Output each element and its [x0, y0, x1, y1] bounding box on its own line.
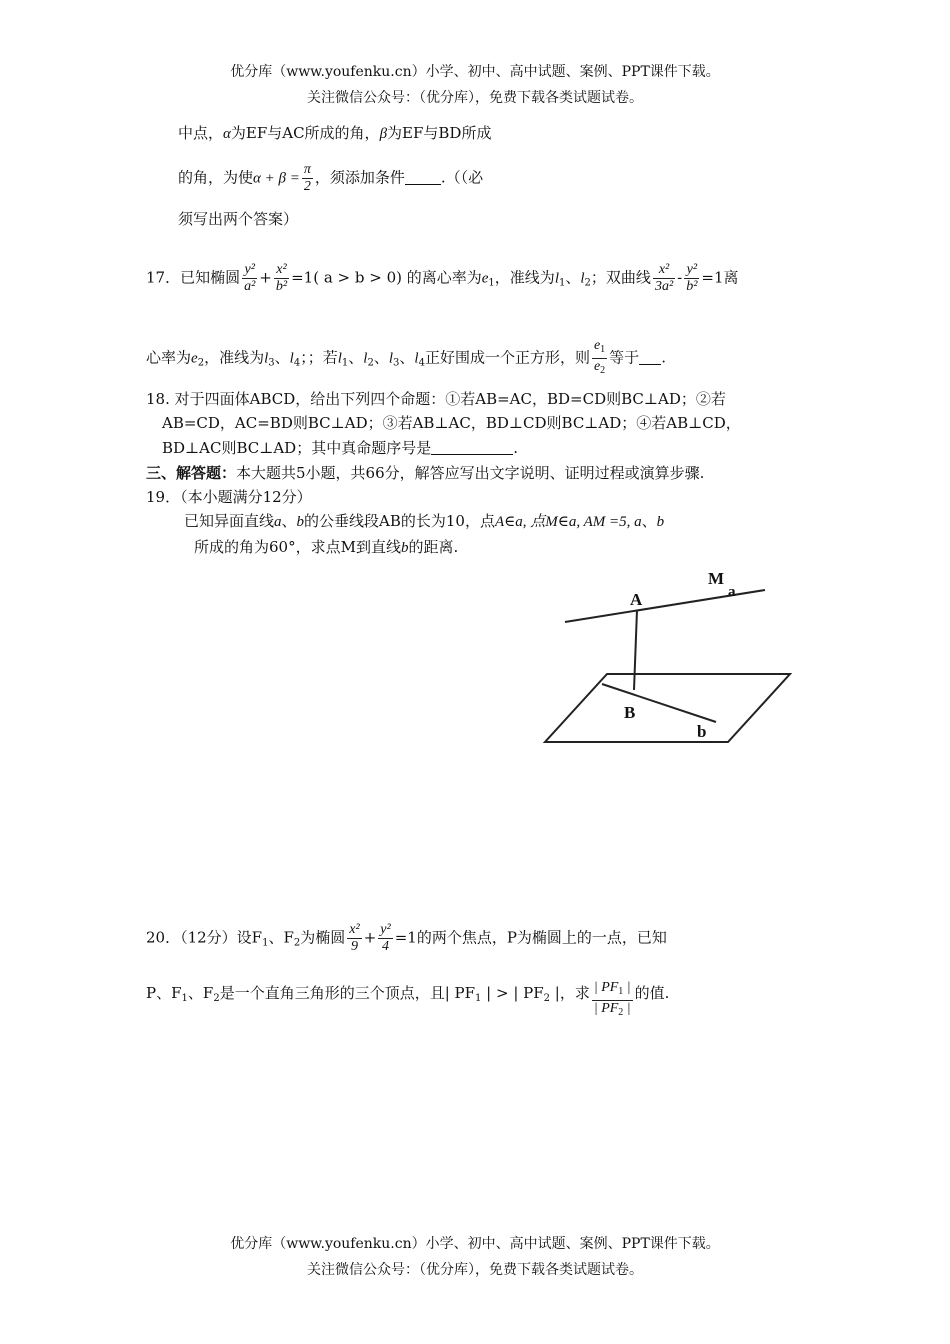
q17-text: 正好围成一个正方形，则 — [424, 348, 590, 367]
answer-blank — [639, 350, 661, 365]
x2-over-3a2: $\frac{\text{x²}}{\text{3a²}}$ — [654, 262, 674, 294]
eq-one: =1 — [291, 268, 314, 287]
label-B: B — [624, 703, 636, 722]
plane — [545, 674, 790, 742]
q16-text: 的角，为使 — [178, 168, 254, 187]
q18-line-2: AB=CD，AC=BD则BC⊥AD；③若AB⊥AC，BD⊥CD则BC⊥AD；④若AB⊥CD， — [162, 414, 741, 432]
q17-text: 等于 — [609, 348, 640, 367]
footer-line-1: 优分库（www.youfenku.cn）小学、初中、高中试题、案例、PPT课件下载。 — [230, 1236, 720, 1252]
q17-text: 17．已知椭圆 — [146, 268, 241, 287]
beta-symbol: β — [379, 126, 388, 142]
label-b: b — [697, 722, 707, 741]
q16-line-3: 须写出两个答案） — [178, 210, 299, 228]
q17-text: ，准线为 — [494, 268, 555, 287]
line-b — [602, 684, 716, 722]
q18-line-1: 18. 对于四面体ABCD，给出下列四个命题：①若AB=AC，BD=CD则BC⊥AD；②若 — [146, 390, 726, 408]
q19-line-1: 已知异面直线a、b的公垂线段AB的长为10，点A∈a, 点M∈a, AM =5, a、b — [184, 512, 665, 530]
answer-blank — [431, 440, 513, 455]
y2-over-a2: $\frac{\text{y²}}{\text{a²}}$ — [244, 262, 256, 294]
alpha-beta-expr: α + β = — [253, 170, 300, 187]
q16-text: 中点， — [178, 124, 224, 142]
q17-line-1: 17．已知椭圆 $\frac{\text{y²}}{\text{a²}}$ + $\frac{\text{x²}}{\text{b²}}$ =1( a > b > 0) 的离心率为$e_1$，准线为$l_1$、$l_2$；双曲线 $\frac{\text{x²}}{\text{3a²}}$ - $\frac{\text{y²}}{\text{b²}}$ =1离 — [146, 262, 739, 294]
header-line-1: 优分库（www.youfenku.cn）小学、初中、高中试题、案例、PPT课件下载。 — [230, 64, 720, 80]
q17-cond: ( a > b > 0) 的离心率为 — [313, 268, 482, 287]
q16-line-1 — [178, 122, 491, 145]
q20-line-2: P、$F_1$、$F_2$是一个直角三角形的三个顶点，且| $PF_1$ | > | $PF_2$ |，求 $\frac{| PF_1 |}{| PF_2 |}$ 的值. — [146, 980, 669, 1021]
answer-blank — [405, 170, 441, 185]
q18-line-3: BD⊥AC则BC⊥AD；其中真命题序号是 . — [162, 439, 518, 457]
label-A: A — [630, 590, 643, 609]
q19-line-2: 所成的角为60°，求点M到直线b的距离. — [194, 538, 459, 556]
skew-lines-figure — [530, 560, 810, 750]
q16-text: .（（必 — [440, 168, 484, 187]
q17-text: ；双曲线 — [590, 268, 651, 287]
q16-line-2 — [178, 162, 483, 195]
q16-text: ，须添加条件 — [314, 168, 405, 187]
q19-condition: A∈a, 点M∈a, AM =5, a — [494, 514, 642, 530]
pf1-over-pf2: $\frac{| PF_1 |}{| PF_2 |}$ — [593, 980, 631, 1018]
label-a: a — [728, 584, 736, 600]
plus: + — [259, 268, 272, 287]
section-3-desc: 本大题共5小题，共66分，解答应写出文字说明、证明过程或演算步骤. — [236, 464, 705, 482]
q16-text: 为EF与BD所成 — [387, 124, 492, 142]
footer-line-2: 关注微信公众号：（优分库），免费下载各类试题试卷。 — [307, 1262, 643, 1278]
q17-line-2: 心率为$e_2$，准线为$l_3$、$l_4$；；若$l_1$、$l_2$、$l_3$、$l_4$正好围成一个正方形，则 $\frac{e_1}{e_2}$ 等于 . — [146, 338, 666, 379]
q20-line-1: 20．（12分）设$F_1$、$F_2$为椭圆 $\frac{\text{x²}}{9}$ + $\frac{\text{y²}}{4}$ =1的两个焦点，P为椭圆上的一点，已知 — [146, 922, 667, 954]
label-M: M — [708, 569, 725, 588]
x2-over-b2: $\frac{\text{x²}}{\text{b²}}$ — [275, 262, 288, 294]
q17-text: ；；若 — [300, 348, 338, 367]
q16-text: 为EF与AC所成的角， — [230, 124, 380, 142]
q17-text: 心率为 — [146, 348, 192, 367]
section-3-title: 三、解答题： — [146, 464, 237, 482]
x2-over-9: $\frac{\text{x²}}{9}$ — [349, 922, 360, 954]
header-line-2: 关注微信公众号：（优分库），免费下载各类试题试卷。 — [307, 90, 643, 106]
q18-text: BD⊥AC则BC⊥AD；其中真命题序号是 — [162, 439, 432, 457]
e1: e — [481, 270, 489, 287]
alpha-symbol: α — [223, 126, 231, 142]
y2-over-4: $\frac{\text{y²}}{4}$ — [380, 922, 391, 954]
y2-over-b2: $\frac{\text{y²}}{\text{b²}}$ — [686, 262, 698, 294]
pi-over-2: $\frac{\pi}{2}$ — [303, 162, 311, 194]
e1-over-e2: $\frac{e_1}{e_2}$ — [593, 338, 606, 376]
segment-AB — [634, 610, 637, 690]
section-3-heading — [146, 462, 704, 484]
q19-title: 19．（本小题满分12分） — [146, 488, 312, 506]
q17-text: ，准线为 — [204, 348, 265, 367]
